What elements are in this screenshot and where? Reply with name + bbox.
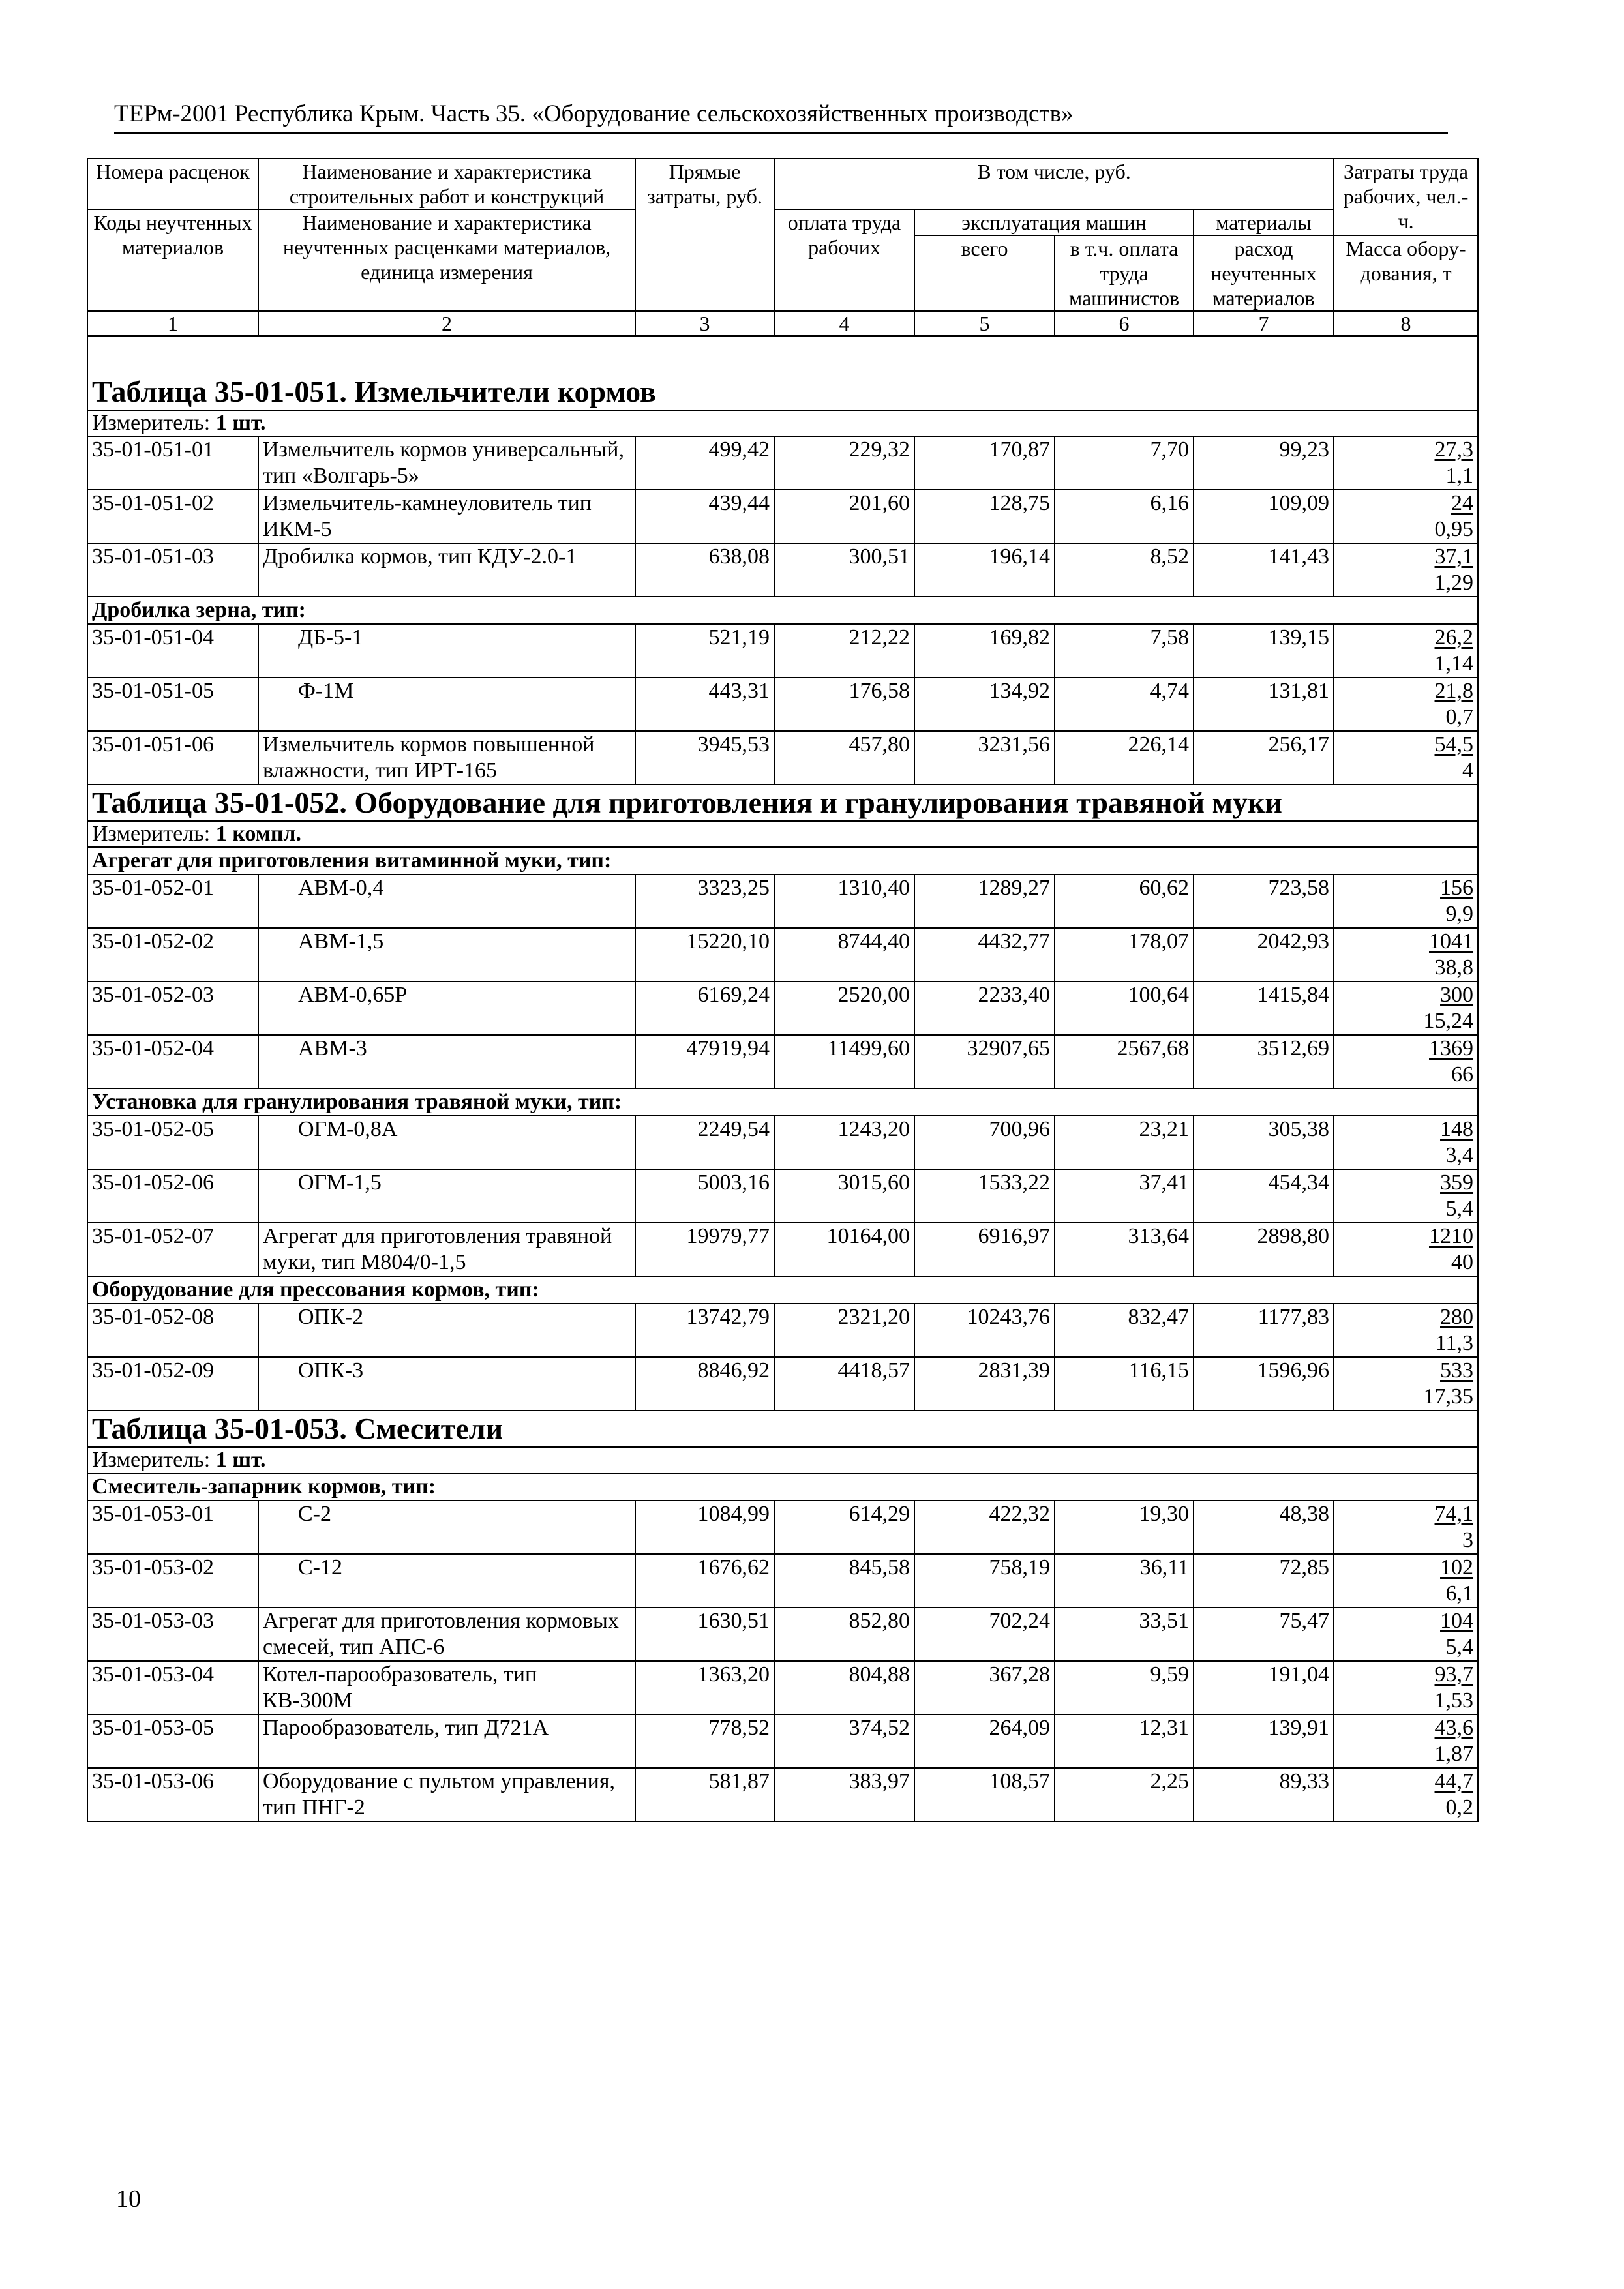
direct-costs: 1363,20: [635, 1661, 774, 1714]
machines-total: 700,96: [914, 1116, 1055, 1169]
col-header-unaccounted-materials: расход неучтенных материалов: [1194, 235, 1334, 311]
direct-costs: 1630,51: [635, 1608, 774, 1661]
labor-pay: 212,22: [774, 624, 914, 678]
operators-pay: 33,51: [1055, 1608, 1194, 1661]
materials: 99,23: [1194, 436, 1334, 490]
rate-name: С-12: [258, 1554, 635, 1608]
rate-code: 35-01-053-04: [87, 1661, 258, 1714]
equipment-mass: 5,4: [1445, 1635, 1474, 1659]
measure-label: Измеритель:: [92, 822, 211, 846]
col-header-codes: Номера расценок: [87, 158, 258, 209]
operators-pay: 226,14: [1055, 731, 1194, 785]
section-title: Таблица 35-01-051. Измельчители кормов: [92, 375, 656, 408]
section-title: Таблица 35-01-052. Оборудование для приготовления и гранулирования травяной муки: [92, 786, 1282, 819]
operators-pay: 12,31: [1055, 1714, 1194, 1768]
machines-total: 4432,77: [914, 928, 1055, 981]
col-header-machines-total: всего: [914, 235, 1055, 311]
rate-code: 35-01-051-01: [87, 436, 258, 490]
labor-hours: 533: [1440, 1358, 1474, 1383]
equipment-mass: 1,53: [1434, 1688, 1474, 1713]
operators-pay: 2567,68: [1055, 1035, 1194, 1088]
rate-code: 35-01-053-02: [87, 1554, 258, 1608]
materials: 454,34: [1194, 1169, 1334, 1223]
equipment-mass: 17,35: [1423, 1384, 1474, 1409]
equipment-mass: 9,9: [1445, 902, 1474, 926]
col-number: 4: [774, 311, 914, 336]
direct-costs: 1676,62: [635, 1554, 774, 1608]
labor-hours: 74,1: [1434, 1502, 1474, 1526]
machines-total: 1289,27: [914, 875, 1055, 928]
operators-pay: 178,07: [1055, 928, 1194, 981]
labor-hours: 300: [1440, 983, 1474, 1007]
labor-mass-cell: [1334, 1768, 1478, 1821]
group-title: Агрегат для приготовления витаминной муки, тип:: [87, 847, 1478, 875]
table-row: [87, 1223, 1478, 1276]
labor-hours: 27,3: [1434, 438, 1474, 462]
table-row: [87, 1768, 1478, 1821]
rate-name: ДБ-5-1: [258, 624, 635, 678]
labor-pay: 1243,20: [774, 1116, 914, 1169]
rate-name: Измельчитель кормов универсальный, тип «Волгарь-5»: [258, 436, 635, 490]
labor-mass-cell: [1334, 678, 1478, 731]
equipment-mass: 4: [1462, 758, 1474, 783]
col-header-labor-pay: оплата труда рабочих: [774, 209, 914, 311]
labor-mass-cell: [1334, 981, 1478, 1035]
equipment-mass: 0,7: [1445, 705, 1474, 729]
operators-pay: 313,64: [1055, 1223, 1194, 1276]
materials: 1596,96: [1194, 1357, 1334, 1411]
section-title-row: [87, 1411, 1478, 1447]
labor-pay: 10164,00: [774, 1223, 914, 1276]
table-row: [87, 1608, 1478, 1661]
labor-mass-cell: [1334, 1661, 1478, 1714]
rate-name: АВМ-3: [258, 1035, 635, 1088]
section-title: Таблица 35-01-053. Смесители: [92, 1412, 504, 1445]
direct-costs: 581,87: [635, 1768, 774, 1821]
table-row: [87, 731, 1478, 785]
col-header-operators-pay: в т.ч. оплата труда машинистов: [1055, 235, 1194, 311]
equipment-mass: 15,24: [1423, 1009, 1474, 1033]
equipment-mass: 66: [1451, 1062, 1474, 1086]
rate-code: 35-01-052-06: [87, 1169, 258, 1223]
col-number: 7: [1194, 311, 1334, 336]
col-header-including: В том числе, руб.: [774, 158, 1334, 209]
table-row: [87, 490, 1478, 543]
labor-hours: 26,2: [1434, 625, 1474, 650]
materials: 139,91: [1194, 1714, 1334, 1768]
labor-pay: 614,29: [774, 1501, 914, 1554]
materials: 139,15: [1194, 624, 1334, 678]
labor-hours: 21,8: [1434, 679, 1474, 703]
labor-hours: 1041: [1429, 929, 1474, 953]
operators-pay: 23,21: [1055, 1116, 1194, 1169]
rate-name: Измельчитель кормов повышенной влажности, тип ИРТ-165: [258, 731, 635, 785]
rate-name: АВМ-0,4: [258, 875, 635, 928]
machines-total: 196,14: [914, 543, 1055, 597]
equipment-mass: 3: [1462, 1528, 1474, 1552]
machines-total: 134,92: [914, 678, 1055, 731]
machines-total: 10243,76: [914, 1304, 1055, 1357]
table-row: [87, 1116, 1478, 1169]
labor-mass-cell: [1334, 1035, 1478, 1088]
equipment-mass: 11,3: [1435, 1331, 1474, 1355]
materials: 305,38: [1194, 1116, 1334, 1169]
group-title: Смеситель-запарник кормов, тип:: [87, 1473, 1478, 1501]
materials: 89,33: [1194, 1768, 1334, 1821]
section-title-cell: [87, 336, 1478, 410]
direct-costs: 521,19: [635, 624, 774, 678]
direct-costs: 8846,92: [635, 1357, 774, 1411]
rate-name: ОПК-3: [258, 1357, 635, 1411]
labor-hours: 37,1: [1434, 545, 1474, 569]
col-header-materials: материалы: [1194, 209, 1334, 235]
rate-code: 35-01-052-03: [87, 981, 258, 1035]
operators-pay: 832,47: [1055, 1304, 1194, 1357]
table-body: [87, 336, 1478, 1821]
equipment-mass: 6,1: [1445, 1581, 1474, 1606]
labor-pay: 3015,60: [774, 1169, 914, 1223]
equipment-mass: 3,4: [1445, 1143, 1474, 1167]
table-row: [87, 981, 1478, 1035]
group-row: [87, 1473, 1478, 1501]
section-title-row: [87, 336, 1478, 410]
labor-pay: 229,32: [774, 436, 914, 490]
materials: 131,81: [1194, 678, 1334, 731]
machines-total: 3231,56: [914, 731, 1055, 785]
rate-code: 35-01-051-02: [87, 490, 258, 543]
equipment-mass: 0,95: [1434, 517, 1474, 541]
labor-pay: 457,80: [774, 731, 914, 785]
equipment-mass: 40: [1451, 1250, 1474, 1274]
operators-pay: 7,70: [1055, 436, 1194, 490]
equipment-mass: 5,4: [1445, 1197, 1474, 1221]
table-row: [87, 1661, 1478, 1714]
equipment-mass: 1,87: [1434, 1742, 1474, 1766]
rate-code: 35-01-053-06: [87, 1768, 258, 1821]
machines-total: 32907,65: [914, 1035, 1055, 1088]
operators-pay: 2,25: [1055, 1768, 1194, 1821]
labor-hours: 280: [1440, 1305, 1474, 1329]
table-row: [87, 1501, 1478, 1554]
direct-costs: 47919,94: [635, 1035, 774, 1088]
labor-mass-cell: [1334, 1304, 1478, 1357]
labor-hours: 1369: [1429, 1036, 1474, 1060]
measure-value: 1 шт.: [215, 1448, 266, 1472]
materials: 48,38: [1194, 1501, 1334, 1554]
group-row: [87, 1088, 1478, 1116]
table-row: [87, 624, 1478, 678]
materials: 141,43: [1194, 543, 1334, 597]
labor-mass-cell: [1334, 875, 1478, 928]
machines-total: 2831,39: [914, 1357, 1055, 1411]
materials: 191,04: [1194, 1661, 1334, 1714]
labor-hours: 93,7: [1434, 1662, 1474, 1686]
table-row: [87, 436, 1478, 490]
rate-name: АВМ-1,5: [258, 928, 635, 981]
group-title: Установка для гранулирования травяной муки, тип:: [87, 1088, 1478, 1116]
labor-mass-cell: [1334, 731, 1478, 785]
machines-total: 422,32: [914, 1501, 1055, 1554]
labor-mass-cell: [1334, 624, 1478, 678]
section-measure-row: [87, 821, 1478, 847]
rates-table: [87, 158, 1479, 1822]
operators-pay: 36,11: [1055, 1554, 1194, 1608]
section-measure-row: [87, 410, 1478, 436]
section-measure-row: [87, 1447, 1478, 1473]
page-header: ТЕРм-2001 Республика Крым. Часть 35. «Оборудование сельскохозяйственных производств»: [114, 98, 1448, 134]
group-title: Оборудование для прессования кормов, тип:: [87, 1276, 1478, 1304]
machines-total: 108,57: [914, 1768, 1055, 1821]
rate-code: 35-01-051-04: [87, 624, 258, 678]
labor-mass-cell: [1334, 1608, 1478, 1661]
table-row: [87, 1304, 1478, 1357]
direct-costs: 5003,16: [635, 1169, 774, 1223]
machines-total: 2233,40: [914, 981, 1055, 1035]
direct-costs: 1084,99: [635, 1501, 774, 1554]
table-row: [87, 543, 1478, 597]
direct-costs: 19979,77: [635, 1223, 774, 1276]
labor-pay: 300,51: [774, 543, 914, 597]
direct-costs: 439,44: [635, 490, 774, 543]
col-header-material-codes: Коды неучтенных материалов: [87, 209, 258, 311]
table-header: [87, 158, 1478, 336]
rate-code: 35-01-053-05: [87, 1714, 258, 1768]
rate-name: Агрегат для приготовления кормовых смесей, тип АПС-6: [258, 1608, 635, 1661]
materials: 109,09: [1194, 490, 1334, 543]
labor-pay: 201,60: [774, 490, 914, 543]
operators-pay: 116,15: [1055, 1357, 1194, 1411]
rate-name: Измельчитель-камнеуловитель тип ИКМ-5: [258, 490, 635, 543]
group-row: [87, 847, 1478, 875]
direct-costs: 499,42: [635, 436, 774, 490]
labor-mass-cell: [1334, 490, 1478, 543]
table-row: [87, 875, 1478, 928]
labor-mass-cell: [1334, 1501, 1478, 1554]
rate-code: 35-01-052-02: [87, 928, 258, 981]
labor-mass-cell: [1334, 543, 1478, 597]
equipment-mass: 1,29: [1434, 571, 1474, 595]
materials: 75,47: [1194, 1608, 1334, 1661]
machines-total: 702,24: [914, 1608, 1055, 1661]
col-header-labor: Затраты труда рабочих, чел.-ч.: [1334, 158, 1478, 235]
table-row: [87, 1357, 1478, 1411]
direct-costs: 2249,54: [635, 1116, 774, 1169]
labor-hours: 24: [1451, 491, 1474, 515]
measure-label: Измеритель:: [92, 411, 211, 435]
direct-costs: 443,31: [635, 678, 774, 731]
equipment-mass: 1,14: [1434, 651, 1474, 676]
col-header-material-names: Наименование и характеристика неучтенных расценками материалов, единица измерения: [258, 209, 635, 311]
labor-pay: 4418,57: [774, 1357, 914, 1411]
rate-code: 35-01-052-05: [87, 1116, 258, 1169]
machines-total: 169,82: [914, 624, 1055, 678]
rate-code: 35-01-052-07: [87, 1223, 258, 1276]
rate-name: Ф-1М: [258, 678, 635, 731]
page-number: 10: [116, 2185, 141, 2213]
rate-code: 35-01-051-05: [87, 678, 258, 731]
materials: 256,17: [1194, 731, 1334, 785]
col-number: 1: [87, 311, 258, 336]
col-number: 5: [914, 311, 1055, 336]
labor-hours: 148: [1440, 1117, 1474, 1141]
machines-total: 170,87: [914, 436, 1055, 490]
labor-mass-cell: [1334, 928, 1478, 981]
rate-name: С-2: [258, 1501, 635, 1554]
machines-total: 758,19: [914, 1554, 1055, 1608]
labor-pay: 176,58: [774, 678, 914, 731]
direct-costs: 3323,25: [635, 875, 774, 928]
labor-mass-cell: [1334, 1223, 1478, 1276]
labor-hours: 43,6: [1434, 1716, 1474, 1740]
labor-hours: 54,5: [1434, 732, 1474, 756]
measure-value: 1 компл.: [215, 822, 302, 846]
rate-code: 35-01-052-01: [87, 875, 258, 928]
section-measure: [87, 410, 1478, 436]
labor-mass-cell: [1334, 436, 1478, 490]
rate-name: ОГМ-0,8А: [258, 1116, 635, 1169]
machines-total: 128,75: [914, 490, 1055, 543]
group-title: Дробилка зерна, тип:: [87, 597, 1478, 624]
group-row: [87, 1276, 1478, 1304]
operators-pay: 19,30: [1055, 1501, 1194, 1554]
labor-pay: 383,97: [774, 1768, 914, 1821]
operators-pay: 100,64: [1055, 981, 1194, 1035]
machines-total: 264,09: [914, 1714, 1055, 1768]
rate-name: ОГМ-1,5: [258, 1169, 635, 1223]
labor-hours: 1210: [1429, 1224, 1474, 1248]
col-header-machines: эксплуатация машин: [914, 209, 1194, 235]
table-row: [87, 928, 1478, 981]
labor-pay: 804,88: [774, 1661, 914, 1714]
labor-pay: 374,52: [774, 1714, 914, 1768]
col-header-mass: Масса обору-дования, т: [1334, 235, 1478, 311]
labor-mass-cell: [1334, 1116, 1478, 1169]
materials: 723,58: [1194, 875, 1334, 928]
labor-pay: 11499,60: [774, 1035, 914, 1088]
rate-name: АВМ-0,65Р: [258, 981, 635, 1035]
operators-pay: 4,74: [1055, 678, 1194, 731]
rate-name: Оборудование с пультом управления, тип ПНГ-2: [258, 1768, 635, 1821]
operators-pay: 6,16: [1055, 490, 1194, 543]
rate-code: 35-01-052-08: [87, 1304, 258, 1357]
labor-hours: 44,7: [1434, 1769, 1474, 1793]
materials: 3512,69: [1194, 1035, 1334, 1088]
rate-name: Дробилка кормов, тип КДУ-2.0-1: [258, 543, 635, 597]
column-numbers-row: [87, 311, 1478, 336]
rate-code: 35-01-052-09: [87, 1357, 258, 1411]
direct-costs: 3945,53: [635, 731, 774, 785]
materials: 1177,83: [1194, 1304, 1334, 1357]
labor-hours: 104: [1440, 1609, 1474, 1633]
labor-hours: 359: [1440, 1171, 1474, 1195]
materials: 1415,84: [1194, 981, 1334, 1035]
machines-total: 6916,97: [914, 1223, 1055, 1276]
labor-hours: 156: [1440, 876, 1474, 900]
labor-pay: 2520,00: [774, 981, 914, 1035]
section-title-cell: [87, 785, 1478, 821]
rate-code: 35-01-051-06: [87, 731, 258, 785]
equipment-mass: 1,1: [1445, 464, 1474, 488]
measure-value: 1 шт.: [215, 411, 266, 435]
rate-name: ОПК-2: [258, 1304, 635, 1357]
labor-mass-cell: [1334, 1554, 1478, 1608]
labor-hours: 102: [1440, 1555, 1474, 1579]
section-title-row: [87, 785, 1478, 821]
rate-code: 35-01-053-03: [87, 1608, 258, 1661]
table-row: [87, 1554, 1478, 1608]
direct-costs: 6169,24: [635, 981, 774, 1035]
section-measure: [87, 821, 1478, 847]
materials: 2898,80: [1194, 1223, 1334, 1276]
col-number: 2: [258, 311, 635, 336]
rate-name: Котел-парообразователь, тип КВ-300М: [258, 1661, 635, 1714]
labor-pay: 2321,20: [774, 1304, 914, 1357]
table-row: [87, 1714, 1478, 1768]
section-title-cell: [87, 1411, 1478, 1447]
labor-pay: 1310,40: [774, 875, 914, 928]
machines-total: 367,28: [914, 1661, 1055, 1714]
col-header-direct: Прямые затраты, руб.: [635, 158, 774, 311]
materials: 72,85: [1194, 1554, 1334, 1608]
rate-code: 35-01-052-04: [87, 1035, 258, 1088]
rate-name: Парообразователь, тип Д721А: [258, 1714, 635, 1768]
rate-code: 35-01-051-03: [87, 543, 258, 597]
direct-costs: 15220,10: [635, 928, 774, 981]
table-row: [87, 678, 1478, 731]
materials: 2042,93: [1194, 928, 1334, 981]
operators-pay: 7,58: [1055, 624, 1194, 678]
equipment-mass: 38,8: [1434, 955, 1474, 980]
labor-pay: 845,58: [774, 1554, 914, 1608]
labor-mass-cell: [1334, 1714, 1478, 1768]
operators-pay: 8,52: [1055, 543, 1194, 597]
operators-pay: 9,59: [1055, 1661, 1194, 1714]
measure-label: Измеритель:: [92, 1448, 211, 1472]
table-row: [87, 1169, 1478, 1223]
labor-pay: 852,80: [774, 1608, 914, 1661]
operators-pay: 60,62: [1055, 875, 1194, 928]
rate-code: 35-01-053-01: [87, 1501, 258, 1554]
col-header-name: Наименование и характеристика строительных работ и конструкций: [258, 158, 635, 209]
operators-pay: 37,41: [1055, 1169, 1194, 1223]
table-row: [87, 1035, 1478, 1088]
col-number: 8: [1334, 311, 1478, 336]
labor-pay: 8744,40: [774, 928, 914, 981]
labor-mass-cell: [1334, 1169, 1478, 1223]
direct-costs: 638,08: [635, 543, 774, 597]
section-measure: [87, 1447, 1478, 1473]
direct-costs: 13742,79: [635, 1304, 774, 1357]
group-row: [87, 597, 1478, 624]
direct-costs: 778,52: [635, 1714, 774, 1768]
labor-mass-cell: [1334, 1357, 1478, 1411]
col-number: 3: [635, 311, 774, 336]
equipment-mass: 0,2: [1445, 1795, 1474, 1819]
machines-total: 1533,22: [914, 1169, 1055, 1223]
col-number: 6: [1055, 311, 1194, 336]
rate-name: Агрегат для приготовления травяной муки, тип М804/0-1,5: [258, 1223, 635, 1276]
